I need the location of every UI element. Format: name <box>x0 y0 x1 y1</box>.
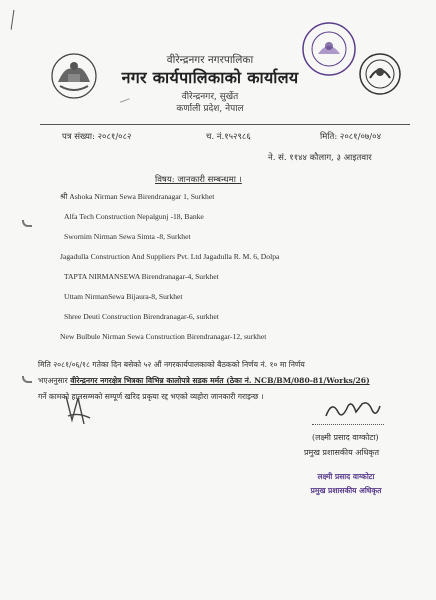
dispatch-number: च. नं.१५२९८६ <box>206 132 251 142</box>
punch-hole-mark <box>22 220 32 227</box>
signatory-name: (लक्ष्मी प्रसाद वाग्कोटा) <box>312 433 379 442</box>
stamp-line-2: प्रमुख प्रशासकीय अधिकृत <box>310 486 382 495</box>
header-address-city: वीरेन्द्रनगर, सुर्खेत <box>181 92 239 102</box>
body-line-2 <box>38 376 370 386</box>
header-office-name: नगर कार्यपालिकाको कार्यालय <box>121 68 299 87</box>
recipient-line: Alfa Tech Construction Nepalgunj -18, Banke <box>64 212 204 221</box>
recipient-line: Swornim Nirman Sewa Simta -8, Surkhet <box>64 232 191 241</box>
initials-scribble <box>58 390 98 436</box>
recipient-line: श्री Ashoka Nirman Sewa Birendranagar 1, Surkhet <box>60 192 215 201</box>
body-line-2-prefix: भएअनुसार <box>38 376 68 385</box>
nepal-sambat-date: ने. सं. ११४४ कौलाग, ३ आइतवार <box>268 153 372 163</box>
officer-stamp <box>308 470 384 500</box>
pen-mark <box>11 10 18 30</box>
recipient-line: Jagadulla Construction And Suppliers Pvt. Ltd Jagadulla R. M. 6, Dolpa <box>60 252 280 261</box>
header-divider <box>40 124 410 125</box>
contract-reference: वीरेन्द्रनगर नगरक्षेत्र भित्रका विभिन्न कालोपत्रे सडक मर्मत (ठेका नं. NCB/BM/080-81/Works/26) <box>70 376 370 385</box>
recipient-line: Uttam NirmanSewa Bijaura-8, Surkhet <box>64 292 183 301</box>
letter-date: मिति: २०८१/०७/०४ <box>320 132 381 142</box>
municipality-logo-icon <box>358 52 402 96</box>
body-line-3: गर्ने कामको हालसम्मको सम्पूर्ण खरिद प्रकृया रद्द भएको व्यहोरा जानकारी गराइन्छ । <box>38 392 264 401</box>
letter-number: पत्र संख्या: २०८१/०८२ <box>62 132 132 142</box>
header-municipality-name: वीरेन्द्रनगर नगरपालिका <box>166 54 254 66</box>
punch-hole-mark <box>22 376 32 383</box>
header-address-province: कर्णाली प्रदेश, नेपाल <box>176 104 244 114</box>
signatory-title: प्रमुख प्रशासकीय अधिकृत <box>304 448 380 457</box>
letter-subject: विषय: जानकारी सम्बन्धमा । <box>155 175 242 185</box>
body-line-1: मिति २०८१/०६/१८ गतेका दिन बसेको ५२ औं नगरकार्यपालकाको बैठकको निर्णय नं. १० मा निर्णय <box>38 360 305 369</box>
recipient-line: New Bulbule Nirman Sewa Construction Birendranagar-12, surkhet <box>60 332 267 341</box>
recipient-line: TAPTA NIRMANSEWA Birendranagar-4, Surkhet <box>64 272 219 281</box>
stamp-line-1: लक्ष्मी प्रसाद वाग्कोटा <box>317 472 375 481</box>
recipient-line: Shree Deuti Construction Birendranagar-6, surkhet <box>64 312 219 321</box>
signature-dotted-line <box>312 424 384 425</box>
